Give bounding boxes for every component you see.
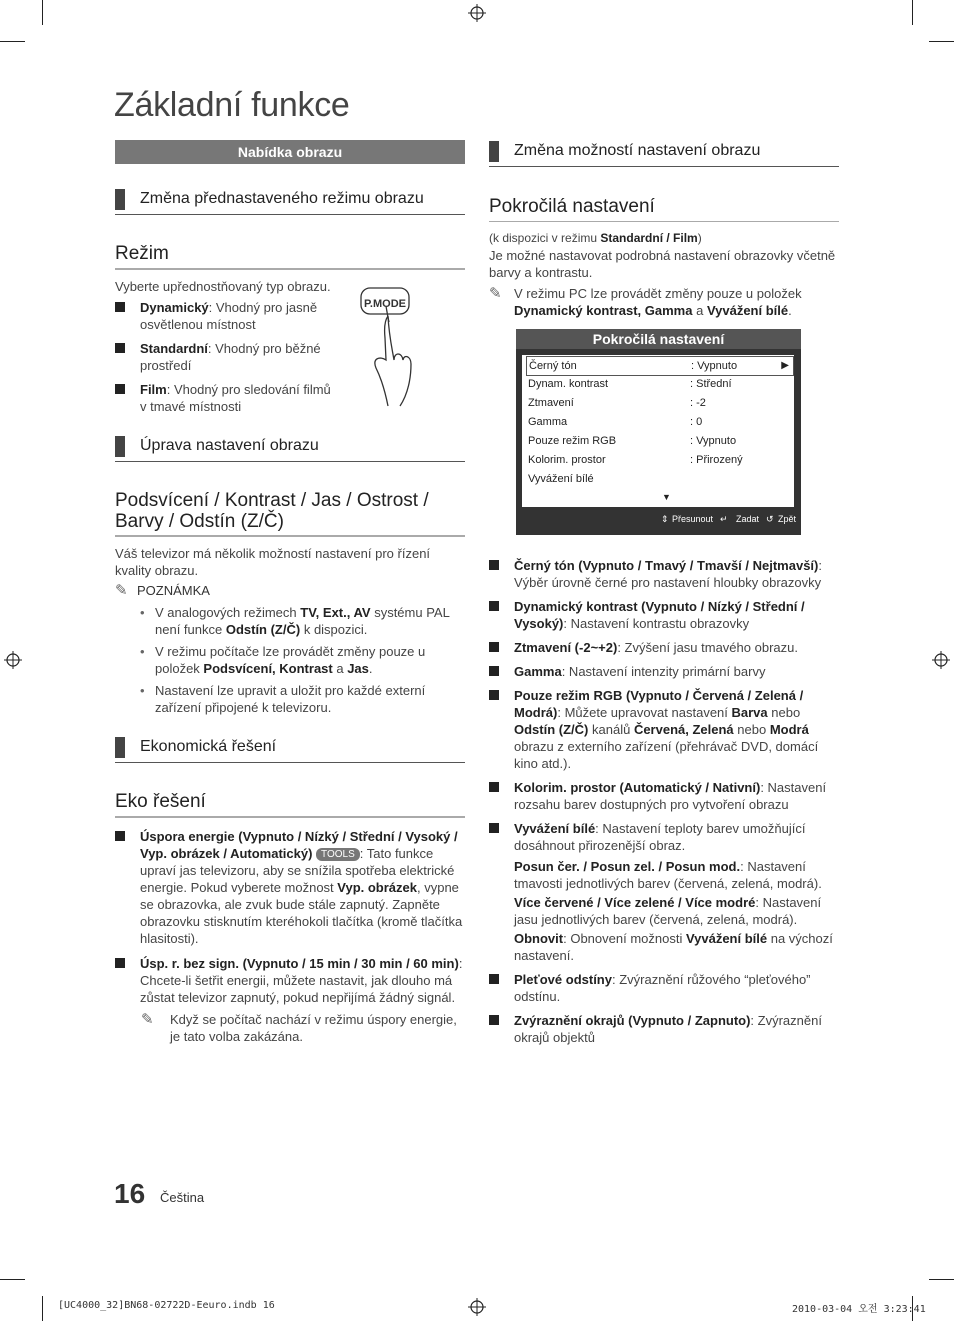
footer-date: 2010-03-04 오전 3:23:41 (792, 1304, 926, 1315)
registration-mark-icon (468, 1298, 486, 1316)
page-number: 16 (114, 1178, 146, 1209)
remote-button-label: P.MODE (364, 298, 406, 310)
osd-menu-title: Pokročilá nastavení (516, 329, 801, 349)
list-item: • Nastavení lze upravit a uložit pro každé externí zařízení připojené k televizoru. (115, 682, 465, 716)
list-item: Úspora energie (Vypnuto / Nízký / Střední / Vysoký / Vyp. obrázek / Automatický) TOOLS : Tato funkce upraví jas televizoru, aby se snížila spotřeba elektrické energie. Pokud vyberete možnost Vyp. obrázek, vypne se obrazovka, ale zvuk bude stále zapnutý. Zapněte obrazovku stisknutím kteréhokoli tlačítka (kromě tlačítka hlasitosti). (115, 828, 465, 947)
availability-note: (k dispozici v režimu Standardní / Film) (489, 231, 702, 245)
osd-menu-row[interactable]: Černý tón : Vypnuto ▶ (526, 356, 794, 376)
osd-menu-row[interactable]: Ztmavení : -2 (528, 397, 706, 409)
arrow-right-icon: ▶ (781, 360, 789, 371)
list-item: Pouze režim RGB (Vypnuto / Červená / Zelená / Modrá): Můžete upravovat nastavení Barva nebo Odstín (Z/Č) kanálů Červená, Zelená nebo Modrá obrazu z externího zařízení (přehrávač DVD, domácí kino atd.). (489, 687, 839, 772)
crop-mark (929, 1279, 954, 1280)
crop-mark (929, 41, 954, 42)
note-header: ✎ POZNÁMKA (115, 582, 210, 599)
footer-language: Čeština (160, 1190, 205, 1205)
sub-item: Více červené / Více zelené / Více modré: Nastavení jasu jednotlivých barev (červená, zelená, modrá). (514, 895, 822, 927)
list-item: Dynamický: Vhodný pro jasně osvětlenou místnost (115, 299, 340, 333)
subsection-header: Změna možností nastavení obrazu (489, 140, 839, 167)
rezim-block (115, 278, 465, 415)
list-item: • V analogových režimech TV, Ext., AV systému PAL není funkce Odstín (Z/Č) k dispozici. (115, 604, 465, 638)
section-heading-eko: Eko řešení (115, 791, 465, 818)
return-icon: ↺ (766, 514, 774, 524)
list-item: Gamma: Nastavení intenzity primární barvy (489, 663, 839, 680)
section-heading-rezim: Režim (115, 243, 465, 270)
subsection-header: Úprava nastavení obrazu (115, 435, 465, 462)
list-item: Dynamický kontrast (Vypnuto / Nízký / Střední / Vysoký): Nastavení kontrastu obrazovky (489, 598, 839, 632)
scroll-down-icon[interactable]: ▼ (662, 492, 671, 502)
pc-note: ✎ V režimu PC lze provádět změny pouze u položek Dynamický kontrast, Gamma a Vyvážení bílé. (489, 285, 802, 318)
pencil-note-icon: ✎ (489, 285, 502, 302)
tools-badge: TOOLS (316, 848, 360, 861)
list-item: Zvýraznění okrajů (Vypnuto / Zapnuto): Zvýraznění okrajů objektů (489, 1012, 839, 1046)
registration-mark-icon (4, 651, 22, 669)
osd-menu-row[interactable]: Pouze režim RGB : Vypnuto (528, 435, 737, 447)
registration-mark-icon (932, 651, 950, 669)
osd-menu-body (522, 355, 794, 507)
osd-menu-row[interactable]: Vyvážení bílé (528, 473, 594, 485)
list-item: Ztmavení (-2~+2): Zvýšení jasu tmavého obrazu. (489, 639, 839, 656)
crop-mark (0, 41, 25, 42)
list-item: Standardní: Vhodný pro běžné prostředí (115, 340, 340, 374)
list-item: Vyvážení bílé: Nastavení teploty barev umožňující dosáhnout přirozenější obraz. (489, 820, 839, 854)
osd-menu: Pokročilá nastavení Černý tón : Vypnuto ▶ Dynam. kontrast : Střední Ztmavení : -2 Gamma : 0 Pouze režim RGB : Vypnuto Kolorim. prostor : Přirozený Vyvážení bílé ▼ ⇕ Přesunout ↵ Zadat ↺ Zpět (516, 329, 801, 535)
subsection-header: Ekonomická řešení (115, 736, 465, 763)
crop-mark (42, 0, 43, 25)
sub-item: Posun čer. / Posun zel. / Posun mod.: Nastavení tmavosti jednotlivých barev (červená, zelená, modrá). (514, 859, 822, 891)
crop-mark (0, 1279, 25, 1280)
rezim-intro: Vyberte upřednostňovaný typ obrazu. (115, 279, 331, 294)
section-banner: Nabídka obrazu (115, 140, 465, 164)
move-icon: ⇕ (661, 514, 669, 524)
list-item: Film: Vhodný pro sledování filmů v tmavé místnosti (115, 381, 340, 415)
page-title: Základní funkce (114, 86, 350, 124)
list-item: • V režimu počítače lze provádět změny pouze u položek Podsvícení, Kontrast a Jas. (115, 643, 465, 677)
eko-note: ✎ Když se počítač nachází v režimu úspory energie, je tato volba zakázána. (141, 1011, 457, 1044)
registration-mark-icon (468, 4, 486, 22)
list-item: Úsp. r. bez sign. (Vypnuto / 15 min / 30 min / 60 min): Chcete-li šetřit energii, můžete nastavit, jak dlouho má zůstat televizor zapnutý, pokud nepřijímá žádný signál. (115, 955, 465, 1006)
pencil-note-icon: ✎ (141, 1011, 154, 1028)
osd-menu-row[interactable]: Dynam. kontrast : Střední (528, 378, 732, 390)
osd-menu-row[interactable]: Kolorim. prostor : Přirozený (528, 454, 743, 466)
enter-icon: ↵ (720, 514, 728, 524)
pokrocila-intro: Je možné nastavovat podrobná nastavení obrazovky včetně barvy a kontrastu. (489, 248, 836, 280)
osd-menu-row[interactable]: Gamma : 0 (528, 416, 703, 428)
list-item: Kolorim. prostor (Automatický / Nativní): Nastavení rozsahu barev dostupných pro vytvoření obrazu (489, 779, 839, 813)
pencil-note-icon: ✎ (115, 582, 128, 599)
crop-mark (42, 1296, 43, 1321)
crop-mark (912, 0, 913, 25)
section-heading-pokrocila: Pokročilá nastavení (489, 196, 839, 222)
section-heading-podsviceni: Podsvícení / Kontrast / Jas / Ostrost / Barvy / Odstín (Z/Č) (115, 490, 465, 537)
list-item: Černý tón (Vypnuto / Tmavý / Tmavší / Nejtmavší): Výběr úrovně černé pro nastavení hloubky obrazovky (489, 557, 839, 591)
podsviceni-intro: Váš televizor má několik možností nastavení pro řízení kvality obrazu. (115, 546, 431, 578)
right-column (489, 140, 839, 1046)
subsection-header: Změna přednastaveného režimu obrazu (115, 188, 465, 215)
footer-file: [UC4000_32]BN68-02722D-Eeuro.indb 16 (58, 1300, 275, 1311)
sub-item: Obnovit: Obnovení možnosti Vyvážení bílé na výchozí nastavení. (514, 931, 833, 963)
list-item: Pleťové odstíny: Zvýraznění růžového “pleťového” odstínu. (489, 971, 839, 1005)
left-column (115, 140, 465, 1045)
